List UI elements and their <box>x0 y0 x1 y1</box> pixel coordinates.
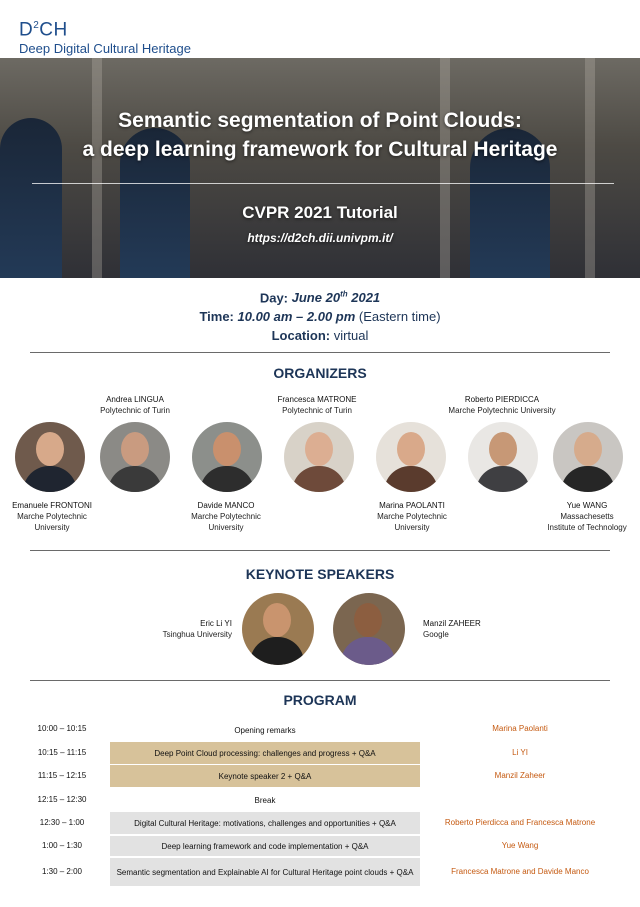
avatar-paolanti <box>376 422 446 492</box>
avatar-zaheer <box>333 593 405 665</box>
logo-mark: $D^2CH$ <box>19 19 68 41</box>
organizer-label-paolanti: Marina PAOLANTI Marche Polytechnic University <box>377 501 447 532</box>
program-heading: PROGRAM <box>283 692 357 708</box>
organizer-label-manco: Davide MANCO Marche Polytechnic University <box>191 501 261 532</box>
avatar-matrone <box>284 422 354 492</box>
avatar-manco <box>192 422 262 492</box>
organizer-label-wang: Yue WANG Massachesetts Institute of Technology <box>547 501 627 532</box>
avatar-frontoni <box>15 422 85 492</box>
divider <box>30 550 610 551</box>
hero-title: Semantic segmentation of Point Clouds: a deep learning framework for Cultural Heritage <box>82 109 558 161</box>
avatar-pierdicca <box>468 422 538 492</box>
hero-divider <box>32 183 614 184</box>
organizer-label-matrone: Francesca MATRONE Polytechnic of Turin <box>277 395 357 415</box>
keynote-label-yi: Eric Li YI Tsinghua University <box>162 619 232 639</box>
avatar-lingua <box>100 422 170 492</box>
event-location: Location: virtual <box>271 328 369 343</box>
hero-column <box>92 58 102 278</box>
logo-subtitle: Deep Digital Cultural Heritage <box>19 41 191 57</box>
hero-column <box>585 58 595 278</box>
hero-column <box>440 58 450 278</box>
table-row: 1:00 – 1:30 Deep learning framework and code implementation + Q&A Yue Wang <box>30 836 610 856</box>
event-time: Time: 10.00 am – 2.00 pm (Eastern time) <box>199 309 441 324</box>
avatar-yi <box>242 593 314 665</box>
table-row: 10:00 – 10:15 Opening remarks Marina Paolanti <box>37 724 548 735</box>
table-row: 11:15 – 12:15 Keynote speaker 2 + Q&A Manzil Zaheer <box>30 765 610 787</box>
organizer-label-lingua: Andrea LINGUA Polytechnic of Turin <box>100 395 170 415</box>
divider <box>30 352 610 353</box>
tutorial-url[interactable]: https://d2ch.dii.univpm.it/ <box>247 231 393 245</box>
event-day: Day: June 20th 2021 <box>259 290 381 306</box>
organizer-label-pierdicca: Roberto PIERDICCA Marche Polytechnic University <box>448 395 556 415</box>
d2ch-logo <box>19 16 191 56</box>
table-row: 10:15 – 11:15 Deep Point Cloud processing: challenges and progress + Q&A Li YI <box>30 742 610 762</box>
organizers-heading: ORGANIZERS <box>273 365 367 381</box>
avatar-wang <box>553 422 623 492</box>
table-row: 12:15 – 12:30 Break <box>37 795 276 805</box>
table-row: 1:30 – 2:00 Semantic segmentation and Explainable AI for Cultural Heritage point clouds + Q&A Francesca Matrone and Davide Manco <box>30 858 610 886</box>
table-row: 12:30 – 1:00 Digital Cultural Heritage: motivations, challenges and opportunities + Q&A Roberto Pierdicca and Francesca Matrone <box>30 812 610 834</box>
keynotes-heading: KEYNOTE SPEAKERS <box>245 566 395 582</box>
divider <box>30 680 610 681</box>
tutorial-title: CVPR 2021 Tutorial <box>242 203 398 222</box>
organizer-label-frontoni: Emanuele FRONTONI Marche Polytechnic University <box>12 501 92 532</box>
keynote-label-zaheer: Manzil ZAHEER Google <box>423 619 481 639</box>
hero-banner <box>0 58 640 278</box>
